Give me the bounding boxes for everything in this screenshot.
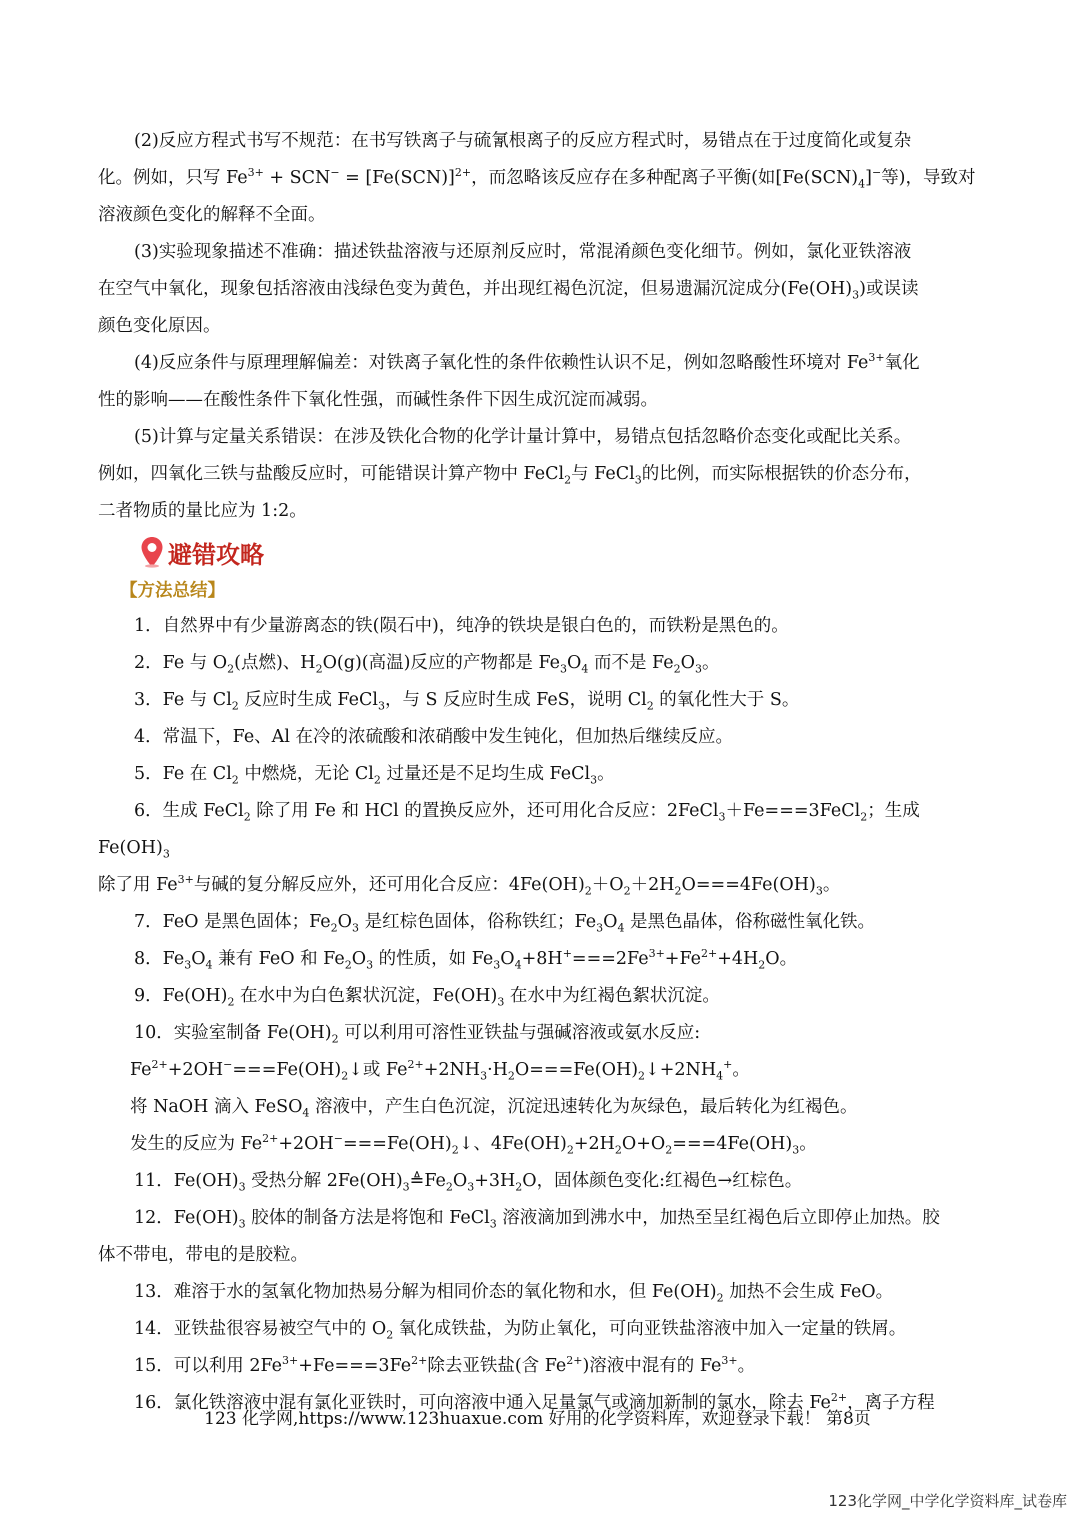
- list-item: 6．生成 FeCl$_2$ 除了用 Fe 和 HCl 的置换反应外，还可用化合反应：2FeCl$_3$＋Fe===3FeCl$_2$；生成 $Fe(OH)_3$ 除了用 $Fe^{3+}$与碱的复分解反应外，还可用化合反应：$4Fe(OH)_2+O_2+2H_2O===4Fe(OH)_3$。: [98, 801, 920, 898]
- error-paragraph-5: (5)计算与定量关系错误：在涉及铁化合物的化学计量计算中，易错点包括忽略价态变化或配比关系。 例如，四氧化三铁与盐酸反应时，可能错误计算产物中 FeCl$_2$与 FeCl$_3$的比例，而实际根据铁的价态分布， 二者物质的量比应为 1:2。: [98, 427, 922, 521]
- list-item: 9．$Fe(OH)_2$ 在水中为白色絮状沉淀，$Fe(OH)_3$ 在水中为红褐色絮状沉淀。: [134, 986, 720, 1009]
- list-item-continuation: 将 NaOH 滴入 FeSO$_4$ 溶液中，产生白色沉淀，沉淀迅速转化为灰绿色，最后转化为红褐色。: [130, 1097, 858, 1120]
- list-item: 3．Fe 与 $Cl_2$ 反应时生成 FeCl$_3$，与 S 反应时生成 FeS，说明 $Cl_2$ 的氧化性大于 S。: [134, 690, 800, 713]
- list-item: 2．Fe 与 $O_2$(点燃)、$H_2O(g)$(高温)反应的产物都是 $Fe_3O_4$ 而不是 $Fe_2O_3$。: [134, 653, 720, 676]
- list-item-continuation: 发生的反应为 $Fe^{2+}+2OH^-===Fe(OH)_2↓$、$4Fe(OH)_2+2H_2O+O_2===4Fe(OH)_3$。: [130, 1132, 817, 1157]
- watermark-text: 123化学网_中学化学资料库_试卷库: [828, 1492, 1067, 1510]
- list-item: 8．$Fe_3O_4$ 兼有 FeO 和 $Fe_2O_3$ 的性质，如 $Fe_3O_4+8H^+===2Fe^{3+}+Fe^{2+}+4H_2O$。: [134, 947, 798, 972]
- method-summary-title: 【方法总结】: [120, 581, 225, 601]
- list-item-continuation: $Fe^{2+}+2OH^-===Fe(OH)_2↓$或 $Fe^{2+}+2NH_3\cdot H_2O===Fe(OH)_2↓+2NH_4^+$。: [130, 1058, 750, 1083]
- list-item: 11．$Fe(OH)_3$ 受热分解 $2Fe(OH)_3≜Fe_2O_3+3H_2O$，固体颜色变化:红褐色→红棕色。: [134, 1171, 803, 1194]
- list-item: 4．常温下，Fe、Al 在冷的浓硫酸和浓硝酸中发生钝化，但加热后继续反应。: [134, 727, 733, 747]
- list-item: 5．Fe 在 $Cl_2$ 中燃烧，无论 $Cl_2$ 过量还是不足均生成 FeCl$_3$。: [134, 764, 615, 787]
- list-item: 1．自然界中有少量游离态的铁(陨石中)，纯净的铁块是银白色的，而铁粉是黑色的。: [134, 616, 789, 636]
- section-title: 避错攻略: [168, 540, 264, 569]
- page-footer: 123 化学网,https://www.123huaxue.com 好用的化学资料库，欢迎登录下载！ 第8页: [204, 1409, 871, 1429]
- error-paragraph-2: (2)反应方程式书写不规范：在书写铁离子与硫氰根离子的反应方程式时，易错点在于过度简化或复杂 化。例如，只写 $Fe^{3+} + SCN^- = [Fe(SCN)]^{2+}$，而忽略该反应存在多种配离子平衡(如$[Fe(SCN)_4]^-$等)，导致对 溶液颜色变化的解释不全面。: [98, 131, 976, 225]
- list-item: 15．可以利用 $2Fe^{3+}+Fe===3Fe^{2+}$除去亚铁盐(含 $Fe^{2+}$)溶液中混有的 $Fe^{3+}$。: [134, 1354, 756, 1376]
- error-paragraph-3: (3)实验现象描述不准确：描述铁盐溶液与还原剂反应时，常混淆颜色变化细节。例如，氯化亚铁溶液 在空气中氧化，现象包括溶液由浅绿色变为黄色，并出现红褐色沉淀，但易遗漏沉淀成分$(Fe(OH)_3)$或误读 颜色变化原因。: [98, 242, 919, 336]
- list-item: 10．实验室制备 $Fe(OH)_2$ 可以利用可溶性亚铁盐与强碱溶液或氨水反应:: [134, 1023, 701, 1046]
- section-heading: [98, 530, 980, 574]
- list-item: 13．难溶于水的氢氧化物加热易分解为相同价态的氧化物和水，但 $Fe(OH)_2$ 加热不会生成 FeO。: [134, 1282, 894, 1305]
- error-paragraph-4: (4)反应条件与原理理解偏差：对铁离子氧化性的条件依赖性认识不足，例如忽略酸性环境对 $Fe^{3+}$氧化 性的影响——在酸性条件下氧化性强，而碱性条件下因生成沉淀而减弱。: [98, 351, 920, 410]
- list-item: 16．氯化铁溶液中混有氯化亚铁时，可向溶液中通入足量氯气或滴加新制的氯水，除去 $Fe^{2+}$，离子方程: [134, 1391, 935, 1413]
- list-item: 14．亚铁盐很容易被空气中的 $O_2$ 氧化成铁盐，为防止氧化，可向亚铁盐溶液中加入一定量的铁屑。: [134, 1319, 907, 1342]
- location-pin-icon: [140, 536, 164, 568]
- list-item: 7．FeO 是黑色固体；$Fe_2O_3$ 是红棕色固体，俗称铁红；$Fe_3O_4$ 是黑色晶体，俗称磁性氧化铁。: [134, 912, 876, 935]
- list-item: 12．$Fe(OH)_3$ 胶体的制备方法是将饱和 FeCl$_3$ 溶液滴加到沸水中，加热至呈红褐色后立即停止加热。胶 体不带电，带电的是胶粒。: [98, 1208, 940, 1265]
- document-page: [98, 123, 980, 1422]
